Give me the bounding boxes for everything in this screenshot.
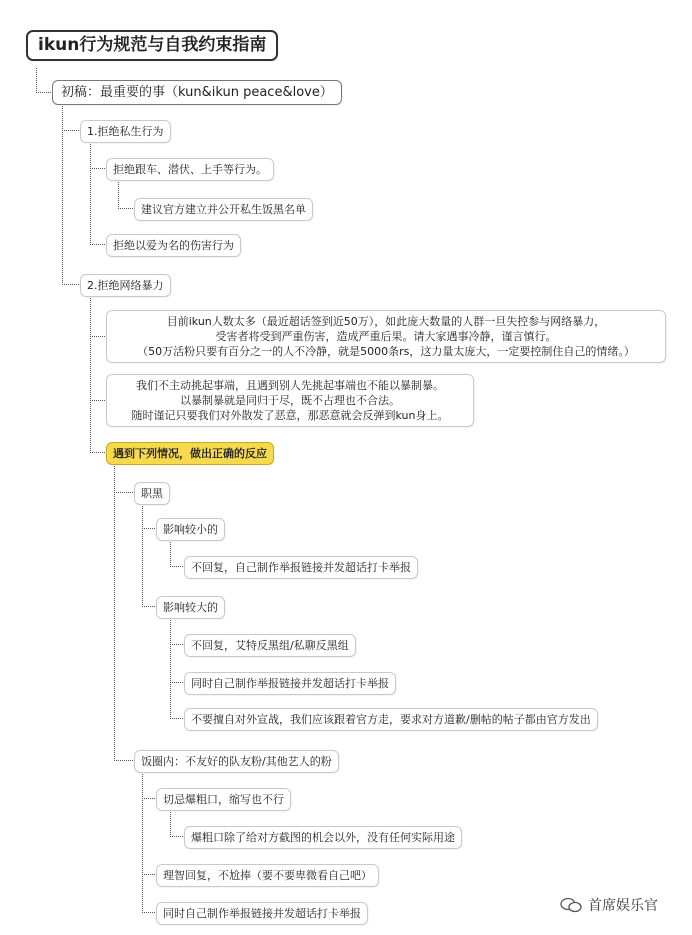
case-zhihei: 职黑 <box>134 482 170 505</box>
wechat-icon <box>560 897 582 913</box>
section2-para2 <box>106 374 474 427</box>
connector <box>114 464 135 761</box>
case-major-action3: 不要擅自对外宣战，我们应该跟着官方走，要求对方道歉/删帖的帖子都由官方发出 <box>184 708 598 731</box>
connector <box>170 810 185 837</box>
connector <box>118 182 135 209</box>
connector <box>142 772 157 913</box>
case-fanquan: 饭圈内：不友好的队友粉/其他艺人的粉 <box>134 750 339 773</box>
fanquan-action2: 理智回复，不尬捧（要不要卑微看自己吧） <box>156 864 379 887</box>
section1-item1-sub: 建议官方建立并公开私生饭黑名单 <box>134 198 313 221</box>
watermark <box>560 895 658 915</box>
connector <box>90 142 107 245</box>
fanquan-action1-sub: 爆粗口除了给对方截图的机会以外，没有任何实际用途 <box>184 826 462 849</box>
para2-line3: 随时谨记只要我们对外散发了恶意，那恶意就会反弹到kun身上。 <box>131 409 449 422</box>
section1-item1: 拒绝跟车、潜伏、上手等行为。 <box>106 158 274 181</box>
case-major: 影响较大的 <box>156 596 225 619</box>
connector <box>90 296 107 453</box>
fanquan-action3: 同时自己制作举报链接并发超话打卡举报 <box>156 902 368 925</box>
section1-heading: 1.拒绝私生行为 <box>80 120 171 143</box>
connector <box>170 618 185 719</box>
connector <box>62 106 81 285</box>
case-major-action2: 同时自己制作举报链接并发超话打卡举报 <box>184 672 396 695</box>
section2-para1 <box>106 310 666 363</box>
watermark-text: 首席娱乐官 <box>588 898 658 914</box>
mindmap-title: ikun行为规范与自我约束指南 <box>26 30 278 61</box>
para2-line2: 以暴制暴就是同归于尽，既不占理也不合法。 <box>180 394 400 407</box>
para1-line2: 受害者将受到严重伤害，造成严重后果。请大家遇事冷静，谨言慎行。 <box>215 330 557 343</box>
case-minor-action: 不回复，自己制作举报链接并发超话打卡举报 <box>184 556 418 579</box>
case-major-action1: 不回复，艾特反黑组/私聊反黑组 <box>184 634 356 657</box>
para1-line3: （50万活粉只要有百分之一的人不冷静，就是5000条rs，这力量太庞大，一定要控制住自己的情绪。） <box>137 345 635 358</box>
section1-item2: 拒绝以爱为名的伤害行为 <box>106 234 241 257</box>
connector <box>142 504 157 607</box>
section2-heading: 2.拒绝网络暴力 <box>80 274 171 297</box>
draft-node: 初稿：最重要的事（kun&ikun peace&love） <box>52 80 342 105</box>
highlight-node: 遇到下列情况，做出正确的反应 <box>106 442 274 465</box>
case-minor: 影响较小的 <box>156 518 225 541</box>
fanquan-action1: 切忌爆粗口，缩写也不行 <box>156 788 291 811</box>
connector <box>170 540 185 567</box>
para1-line1: 目前ikun人数太多（最近超话签到近50万），如此庞大数量的人群一旦失控参与网络暴力， <box>166 315 606 328</box>
para2-line1: 我们不主动挑起事端，且遇到别人先挑起事端也不能以暴制暴。 <box>136 379 444 392</box>
